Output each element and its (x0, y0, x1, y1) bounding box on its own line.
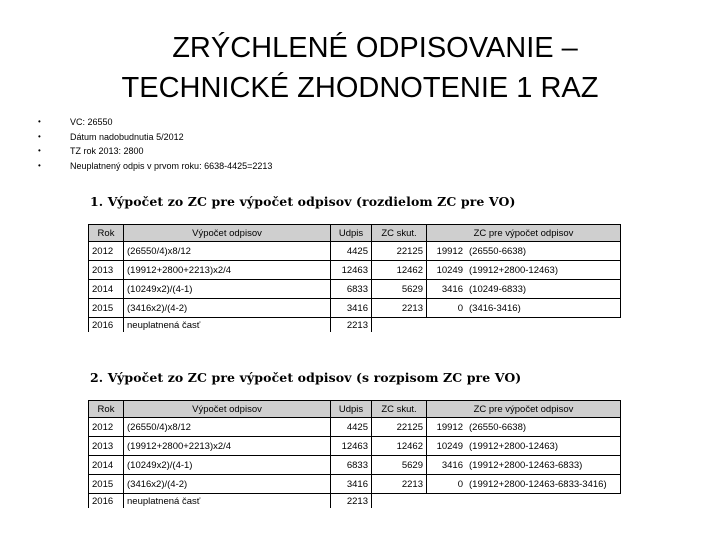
cell-vypocet: (26550/4)x8/12 (124, 242, 331, 261)
cell-vypocet: (10249x2)/(4-1) (124, 456, 331, 475)
table1-caption: 1. Výpočet zo ZC pre výpočet odpisov (rozdielom ZC pre VO) (90, 194, 516, 209)
header-rok: Rok (89, 225, 124, 242)
cell-zcv-formula: (26550-6638) (466, 242, 621, 261)
cell-odpis: 6833 (331, 456, 372, 475)
cell-zcv-value: 3416 (427, 280, 467, 299)
cell-odpis: 12463 (331, 437, 372, 456)
cell-zc: 22125 (372, 242, 427, 261)
slide-title-line1: ZRÝCHLENÉ ODPISOVANIE – (172, 32, 578, 64)
cell-zcv-formula: (19912+2800-12463-6833) (466, 456, 621, 475)
slide-title-line2: TECHNICKÉ ZHODNOTENIE 1 RAZ (121, 72, 599, 104)
cell-zcv-value (427, 318, 467, 333)
header-zc-skut: ZC skut. (372, 401, 427, 418)
cell-zcv-value: 3416 (427, 456, 467, 475)
cell-zc: 5629 (372, 456, 427, 475)
cell-rok: 2015 (89, 475, 124, 494)
cell-odpis: 6833 (331, 280, 372, 299)
cell-zc: 2213 (372, 475, 427, 494)
cell-zc: 5629 (372, 280, 427, 299)
cell-zcv-formula (466, 494, 621, 509)
table2-caption: 2. Výpočet zo ZC pre výpočet odpisov (s rozpisom ZC pre VO) (90, 370, 522, 385)
cell-zcv-value (427, 494, 467, 509)
cell-zcv-value: 19912 (427, 418, 467, 437)
cell-vypocet: (10249x2)/(4-1) (124, 280, 331, 299)
cell-odpis: 3416 (331, 475, 372, 494)
table-row (89, 299, 621, 318)
cell-rok: 2015 (89, 299, 124, 318)
cell-zc: 2213 (372, 299, 427, 318)
cell-zcv-value: 19912 (427, 242, 467, 261)
cell-vypocet: (19912+2800+2213)x2/4 (124, 261, 331, 280)
cell-vypocet: neuplatnená časť (124, 494, 331, 509)
header-odpis: Udpis (331, 225, 372, 242)
cell-zcv-formula: (26550-6638) (466, 418, 621, 437)
table-row (89, 494, 621, 509)
table-row (89, 475, 621, 494)
table-row (89, 318, 621, 333)
cell-vypocet: (3416x2)/(4-2) (124, 299, 331, 318)
cell-rok: 2013 (89, 261, 124, 280)
cell-odpis: 2213 (331, 318, 372, 333)
bullet-item: • Dátum nadobudnutia 5/2012 (38, 130, 272, 145)
table-row (89, 437, 621, 456)
cell-zc (372, 318, 427, 333)
header-zc-vypocet: ZC pre výpočet odpisov (427, 225, 621, 242)
cell-odpis: 4425 (331, 418, 372, 437)
table-row (89, 242, 621, 261)
cell-zcv-value: 10249 (427, 261, 467, 280)
bullet-list (38, 115, 272, 173)
cell-vypocet: (19912+2800+2213)x2/4 (124, 437, 331, 456)
table-row (89, 456, 621, 475)
header-odpis: Udpis (331, 401, 372, 418)
cell-rok: 2014 (89, 280, 124, 299)
cell-vypocet: (3416x2)/(4-2) (124, 475, 331, 494)
cell-rok: 2012 (89, 418, 124, 437)
cell-rok: 2014 (89, 456, 124, 475)
table-row (89, 418, 621, 437)
cell-zcv-formula: (3416-3416) (466, 299, 621, 318)
table2 (88, 400, 621, 508)
cell-zc: 12462 (372, 437, 427, 456)
cell-zcv-formula: (19912+2800-12463) (466, 261, 621, 280)
header-rok: Rok (89, 401, 124, 418)
cell-zcv-value: 0 (427, 299, 467, 318)
cell-rok: 2013 (89, 437, 124, 456)
cell-zc: 22125 (372, 418, 427, 437)
bullet-item: • Neuplatnený odpis v prvom roku: 6638-4425=2213 (38, 159, 272, 174)
cell-zcv-formula: (19912+2800-12463) (466, 437, 621, 456)
table-row (89, 261, 621, 280)
cell-odpis: 3416 (331, 299, 372, 318)
header-zc-vypocet: ZC pre výpočet odpisov (427, 401, 621, 418)
cell-rok: 2012 (89, 242, 124, 261)
bullet-item: • TZ rok 2013: 2800 (38, 144, 272, 159)
cell-zcv-formula: (10249-6833) (466, 280, 621, 299)
table-row (89, 280, 621, 299)
table1 (88, 224, 621, 332)
cell-vypocet: (26550/4)x8/12 (124, 418, 331, 437)
cell-zcv-formula (466, 318, 621, 333)
cell-zc: 12462 (372, 261, 427, 280)
table-header-row (89, 401, 621, 418)
header-zc-skut: ZC skut. (372, 225, 427, 242)
cell-zcv-formula: (19912+2800-12463-6833-3416) (466, 475, 621, 494)
cell-rok: 2016 (89, 318, 124, 333)
table-header-row (89, 225, 621, 242)
cell-odpis: 2213 (331, 494, 372, 509)
header-vypocet: Výpočet odpisov (124, 225, 331, 242)
cell-rok: 2016 (89, 494, 124, 509)
header-vypocet: Výpočet odpisov (124, 401, 331, 418)
cell-zc (372, 494, 427, 509)
cell-zcv-value: 0 (427, 475, 467, 494)
slide-title (0, 28, 720, 108)
cell-zcv-value: 10249 (427, 437, 467, 456)
cell-odpis: 4425 (331, 242, 372, 261)
bullet-item: • VC: 26550 (38, 115, 272, 130)
cell-odpis: 12463 (331, 261, 372, 280)
cell-vypocet: neuplatnená časť (124, 318, 331, 333)
